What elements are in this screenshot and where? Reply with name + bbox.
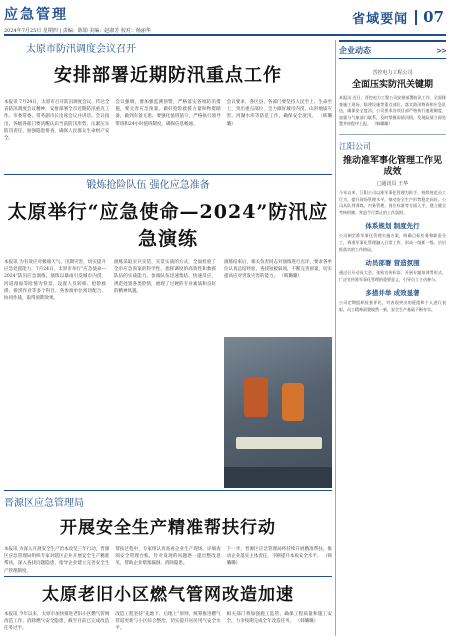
sidebar-header [339,40,446,59]
article-headline: 太原老旧小区燃气管网改造加速 [42,585,294,605]
body-paragraph: 帮扶过程中，专家组认真查看企业生产现场，详细查阅安全管理台账，针对发现的问题逐一提出整改意见，帮助企业堵塞漏洞、消除隐患。 [115,547,221,567]
rescuer-figure [282,383,304,421]
body-paragraph: 演练结束后，相关负责同志对演练进行点评，要求各单位认真总结经验，查找短板弱项，不断完善预案，切实提高应对突发灾害的能力。 （韩璐璐） [224,260,332,280]
article-headline: 安排部署近期防汛重点工作 [54,65,282,86]
floodwater [224,467,332,488]
body-paragraph: 本报讯 为深入开展安全生产治本攻坚三年行动，晋源区应急管理局组织专家对辖区企业开展安全生产精准帮扶，深入查找问题隐患，指导企业建立完善安全生产管理制度。 [4,547,110,574]
section-title: 应急管理 [4,7,68,23]
sidebar-enterprise-news [339,40,446,636]
side-headline: 推动准军事化管理工作见成效 [342,155,442,177]
article-divider [4,490,332,491]
body-paragraph: 会议强调，要加强监测预警，严格落实各项防汛措施，要完善应急预案，做好抢险救援力量和物资储备，做到有备无患。要强化值班值守，严格执行领导带班和24小时值班制度，确保信息畅通。 [115,100,221,127]
side-subheading: 动员部署 营造氛围 [365,259,420,268]
body-paragraph: 本报讯 为有效应对极端天气、汛期灾害，切实提升应急处置能力，7月24日，太原市举行“应急使命—2024”防汛应急演练。演练以暴雨引发城市内涝、河道漫溢等险情为背景，设置人员转移、抢险救援、排涝作业等多个科目，各参演单位密切配合、协同作战，取得预期效果。 [4,260,106,302]
article-flood-meeting [4,40,332,172]
body-paragraph: 演练采取实兵实装、实景实战的方式，全面检验了全市应急预案的科学性、指挥调度的高效性和救援队伍的实战能力。参演队伍迅速集结、快速反应，规范处置各类险情，展现了过硬的专业素质和良好的精神风貌。 [114,260,216,294]
side-divider [339,134,446,135]
article-body [4,99,332,142]
header-rule [4,34,446,36]
drill-photo [224,337,332,488]
article-kicker: 锻炼抢险队伍 强化应急准备 [86,180,210,191]
article-headline: 太原举行“应急使命—2024”防汛应急演练 [7,201,329,250]
article-flood-drill [4,176,332,488]
article-headline: 开展安全生产精准帮扶行动 [60,518,276,538]
body-paragraph: 下一步，晋源区应急管理局将持续开展精准帮扶，推动企业落实主体责任，不断提升本质安全水平。 （韩璐璐） [226,547,332,567]
article-kicker: 晋源区应急管理局 [4,498,84,509]
body-paragraph: 相关部门将加强施工监管，确保工程质量和施工安全，力争按期完成全年改造任务。 （韩璐璐） [226,612,332,625]
article-divider [4,174,332,175]
body-paragraph: 会议要求，各区县、各部门要坚持人民至上、生命至上，突出重点部位，全力做好城市内涝、山洪地质灾害、河湖水库等防范工作，确保安全度汛。 （韩璐璐） [226,100,332,127]
side-byline: □通讯员 王华 [376,180,409,187]
main-column [4,38,332,638]
article-safety-assistance [4,494,332,576]
body-paragraph: 本报讯 7月24日，太原市召开防汛调度会议，传达全省防汛调度会议精神，安排部署全市近期防汛重点工作。市委常委、常务副市长出席会议并讲话。会议指出，各级各部门要清醒认识当前防汛形势，压紧压实防汛责任，加强隐患排查，确保人民群众生命财产安全。 [4,100,110,142]
side-body: 通过召开动员大会、张贴宣传标语、开展专题培训等形式，广泛宣传准军事化管理的重要意义，引导员工主动参与。 [339,270,446,282]
page-header [0,0,450,38]
side-body: 公司制定准军事化管理实施方案，明确目标任务和职责分工，将准军事化管理融入日常工作，形成一级抓一级、层层抓落实的工作格局。 [339,233,446,252]
article-kicker: 太原市防汛调度会议召开 [26,44,136,55]
article-divider [4,576,332,577]
article-body [4,546,332,575]
column-divider [335,40,336,636]
side-body: 公司定期组织检查评比，对表现突出的班组和个人进行表彰，员工精神面貌焕然一新，安全生产基础不断夯实。 [339,300,446,312]
article-gas-pipeline [4,578,332,638]
side-region-label: 江阳公司 [339,141,371,151]
article-column [224,259,332,281]
side-kicker: 晋控电力工程公司 [372,70,413,76]
sidebar-title: 企业动态 [339,45,371,55]
body-paragraph: 本报讯 今年以来，太原市加快推进老旧小区燃气管网改造工作，消除燃气安全隐患，截至目前已完成改造任务过半。 [4,612,110,632]
page-number: 07 [415,10,444,25]
side-headline: 全面压实防汛关键期 [351,80,433,90]
side-body: 今年以来，江阳公司以准军事化管理为抓手，持续规范员工行为，提升现场管理水平，推动安全生产形势稳定向好。公司从队列训练、内务管理、岗位标准等方面入手，建立健全考核机制，营造令行禁止的工作氛围。 [339,189,446,215]
side-subheading: 多措并举 成效显著 [365,289,420,298]
rescue-stretcher [236,437,322,449]
side-subheading: 体系规划 制度先行 [365,222,420,231]
chevron-right-icon: >> [436,46,446,55]
body-paragraph: 改造工程坚持“先地下、后地上”原则，统筹推进燃气管道更新与小区综合整治，切实提升居民用气安全水平。 [115,612,221,632]
rescuer-figure [244,377,268,417]
side-body: 本报讯 近日，晋控电力工程公司安排部署防汛工作，全面排查施工现场、临建设施等重点部位，落实防汛物资和应急队伍，确保安全度汛。公司要求各项目部严格执行值班制度，加强与气象部门联系，及时掌握雨情汛情，发现险情立即处置并按程序上报。 （韩璐璐） [339,95,446,127]
article-body [4,611,332,633]
section-title-right: 省域要闻 [352,12,409,27]
issue-meta: 2024年7月25日 星期四 | 责编：陈娟 美编：赵淑芳 校对：杨丽华 [4,28,151,34]
